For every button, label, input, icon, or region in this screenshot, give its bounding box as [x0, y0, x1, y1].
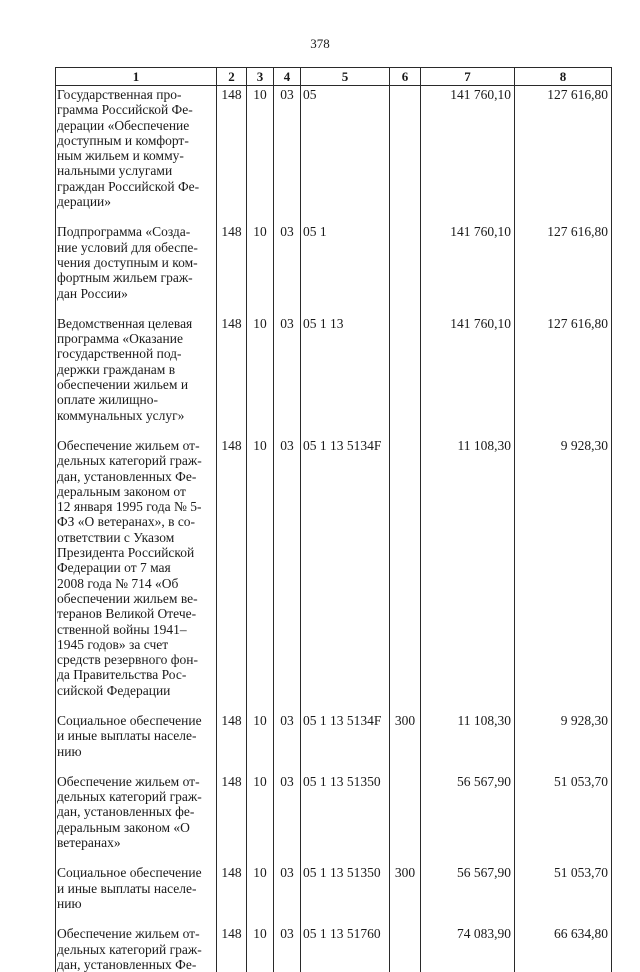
cell-subsection: 03 [274, 925, 301, 972]
cell-amount-1: 56 567,90 [421, 773, 515, 864]
item-name-line: Социальное обеспечение [57, 713, 212, 728]
cell-amount-2: 51 053,70 [515, 773, 612, 864]
cell-ministry: 148 [217, 86, 247, 224]
item-name-line: Социальное обеспечение [57, 865, 212, 880]
column-header-4: 4 [274, 68, 301, 86]
cell-section: 10 [247, 315, 274, 437]
table-body [56, 86, 612, 972]
cell-target-article: 05 1 13 51350 [301, 864, 390, 925]
item-name-line: 1945 годов» за счет [57, 637, 212, 652]
item-name-line: ственной войны 1941– [57, 622, 212, 637]
cell-subsection: 03 [274, 773, 301, 864]
cell-item-name [56, 437, 217, 712]
item-name-line: Подпрограмма «Созда- [57, 224, 212, 239]
item-name-line: нию [57, 896, 212, 911]
cell-target-article: 05 1 13 51350 [301, 773, 390, 864]
item-name-line: дельных категорий граж- [57, 942, 212, 957]
cell-amount-2: 127 616,80 [515, 86, 612, 224]
cell-target-article: 05 1 13 5134F [301, 712, 390, 773]
column-header-8: 8 [515, 68, 612, 86]
cell-amount-2: 127 616,80 [515, 223, 612, 314]
cell-ministry: 148 [217, 925, 247, 972]
item-name-line: Федерации от 7 мая [57, 560, 212, 575]
cell-amount-1: 11 108,30 [421, 437, 515, 712]
item-name-line: ние условий для обеспе- [57, 240, 212, 255]
item-name-line: ветеранах» [57, 835, 212, 850]
item-name-line: дерации «Обеспечение [57, 118, 212, 133]
cell-ministry: 148 [217, 223, 247, 314]
cell-expense-type: 300 [390, 712, 421, 773]
item-name-line: нальными услугами [57, 163, 212, 178]
budget-table [55, 67, 612, 972]
item-name-line: сийской Федерации [57, 683, 212, 698]
item-name-line: Обеспечение жильем от- [57, 438, 212, 453]
cell-amount-1: 56 567,90 [421, 864, 515, 925]
item-name-line: Обеспечение жильем от- [57, 774, 212, 789]
cell-amount-1: 141 760,10 [421, 86, 515, 224]
cell-item-name [56, 864, 217, 925]
item-name-line: дан России» [57, 286, 212, 301]
cell-target-article: 05 1 [301, 223, 390, 314]
page-number: 378 [0, 36, 640, 52]
table-row [56, 86, 612, 224]
cell-section: 10 [247, 925, 274, 972]
cell-target-article: 05 1 13 [301, 315, 390, 437]
item-name-line: Ведомственная целевая [57, 316, 212, 331]
cell-target-article: 05 [301, 86, 390, 224]
item-name-line: обеспечении жильем ве- [57, 591, 212, 606]
cell-ministry: 148 [217, 712, 247, 773]
item-name-line: 2008 года № 714 «Об [57, 576, 212, 591]
item-name-line: обеспечении жильем и [57, 377, 212, 392]
cell-ministry: 148 [217, 864, 247, 925]
item-name-line: дельных категорий граж- [57, 789, 212, 804]
cell-section: 10 [247, 773, 274, 864]
item-name-line: средств резервного фон- [57, 652, 212, 667]
cell-amount-2: 9 928,30 [515, 437, 612, 712]
cell-expense-type: 300 [390, 864, 421, 925]
column-header-3: 3 [247, 68, 274, 86]
item-name-line: ответствии с Указом [57, 530, 212, 545]
cell-amount-1: 11 108,30 [421, 712, 515, 773]
item-name-line: Обеспечение жильем от- [57, 926, 212, 941]
cell-ministry: 148 [217, 437, 247, 712]
cell-amount-2: 9 928,30 [515, 712, 612, 773]
table-row [56, 315, 612, 437]
item-name-line: деральным законом от [57, 484, 212, 499]
item-name-line: государственной под- [57, 346, 212, 361]
item-name-line: Государственная про- [57, 87, 212, 102]
item-name-line: Президента Российской [57, 545, 212, 560]
cell-item-name [56, 925, 217, 972]
item-name-line: ным жильем и комму- [57, 148, 212, 163]
table-row [56, 925, 612, 972]
cell-section: 10 [247, 712, 274, 773]
cell-section: 10 [247, 437, 274, 712]
cell-item-name [56, 315, 217, 437]
cell-expense-type [390, 437, 421, 712]
cell-amount-2: 127 616,80 [515, 315, 612, 437]
column-header-6: 6 [390, 68, 421, 86]
item-name-line: дан, установленных фе- [57, 804, 212, 819]
item-name-line: граждан Российской Фе- [57, 179, 212, 194]
cell-amount-1: 141 760,10 [421, 315, 515, 437]
item-name-line: деральным законом «О [57, 820, 212, 835]
table-row [56, 773, 612, 864]
cell-expense-type [390, 773, 421, 864]
table-header-row [56, 68, 612, 86]
item-name-line: нию [57, 744, 212, 759]
item-name-line: ФЗ «О ветеранах», в со- [57, 514, 212, 529]
table-row [56, 864, 612, 925]
cell-target-article: 05 1 13 51760 [301, 925, 390, 972]
table-row [56, 223, 612, 314]
item-name-line: и иные выплаты населе- [57, 881, 212, 896]
item-name-line: коммунальных услуг» [57, 408, 212, 423]
cell-expense-type [390, 925, 421, 972]
table-row [56, 712, 612, 773]
cell-amount-2: 51 053,70 [515, 864, 612, 925]
cell-item-name [56, 712, 217, 773]
column-header-1: 1 [56, 68, 217, 86]
cell-amount-1: 74 083,90 [421, 925, 515, 972]
cell-subsection: 03 [274, 86, 301, 224]
item-name-line: 12 января 1995 года № 5- [57, 499, 212, 514]
item-name-line: дерации» [57, 194, 212, 209]
cell-item-name [56, 223, 217, 314]
item-name-line: дан, установленных Фе- [57, 469, 212, 484]
item-name-line: грамма Российской Фе- [57, 102, 212, 117]
cell-section: 10 [247, 223, 274, 314]
cell-expense-type [390, 86, 421, 224]
cell-subsection: 03 [274, 437, 301, 712]
cell-expense-type [390, 315, 421, 437]
cell-item-name [56, 773, 217, 864]
item-name-line: доступным и комфорт- [57, 133, 212, 148]
cell-ministry: 148 [217, 315, 247, 437]
cell-amount-2: 66 634,80 [515, 925, 612, 972]
item-name-line: программа «Оказание [57, 331, 212, 346]
item-name-line: и иные выплаты населе- [57, 728, 212, 743]
item-name-line: держки гражданам в [57, 362, 212, 377]
cell-section: 10 [247, 864, 274, 925]
cell-ministry: 148 [217, 773, 247, 864]
column-header-5: 5 [301, 68, 390, 86]
cell-target-article: 05 1 13 5134F [301, 437, 390, 712]
cell-subsection: 03 [274, 864, 301, 925]
column-header-2: 2 [217, 68, 247, 86]
item-name-line: дан, установленных Фе- [57, 957, 212, 972]
cell-subsection: 03 [274, 315, 301, 437]
table-row [56, 437, 612, 712]
item-name-line: да Правительства Рос- [57, 667, 212, 682]
cell-expense-type [390, 223, 421, 314]
item-name-line: дельных категорий граж- [57, 453, 212, 468]
cell-subsection: 03 [274, 712, 301, 773]
cell-amount-1: 141 760,10 [421, 223, 515, 314]
item-name-line: оплате жилищно- [57, 392, 212, 407]
item-name-line: чения доступным и ком- [57, 255, 212, 270]
item-name-line: фортным жильем граж- [57, 270, 212, 285]
item-name-line: теранов Великой Отече- [57, 606, 212, 621]
cell-section: 10 [247, 86, 274, 224]
cell-subsection: 03 [274, 223, 301, 314]
cell-item-name [56, 86, 217, 224]
column-header-7: 7 [421, 68, 515, 86]
